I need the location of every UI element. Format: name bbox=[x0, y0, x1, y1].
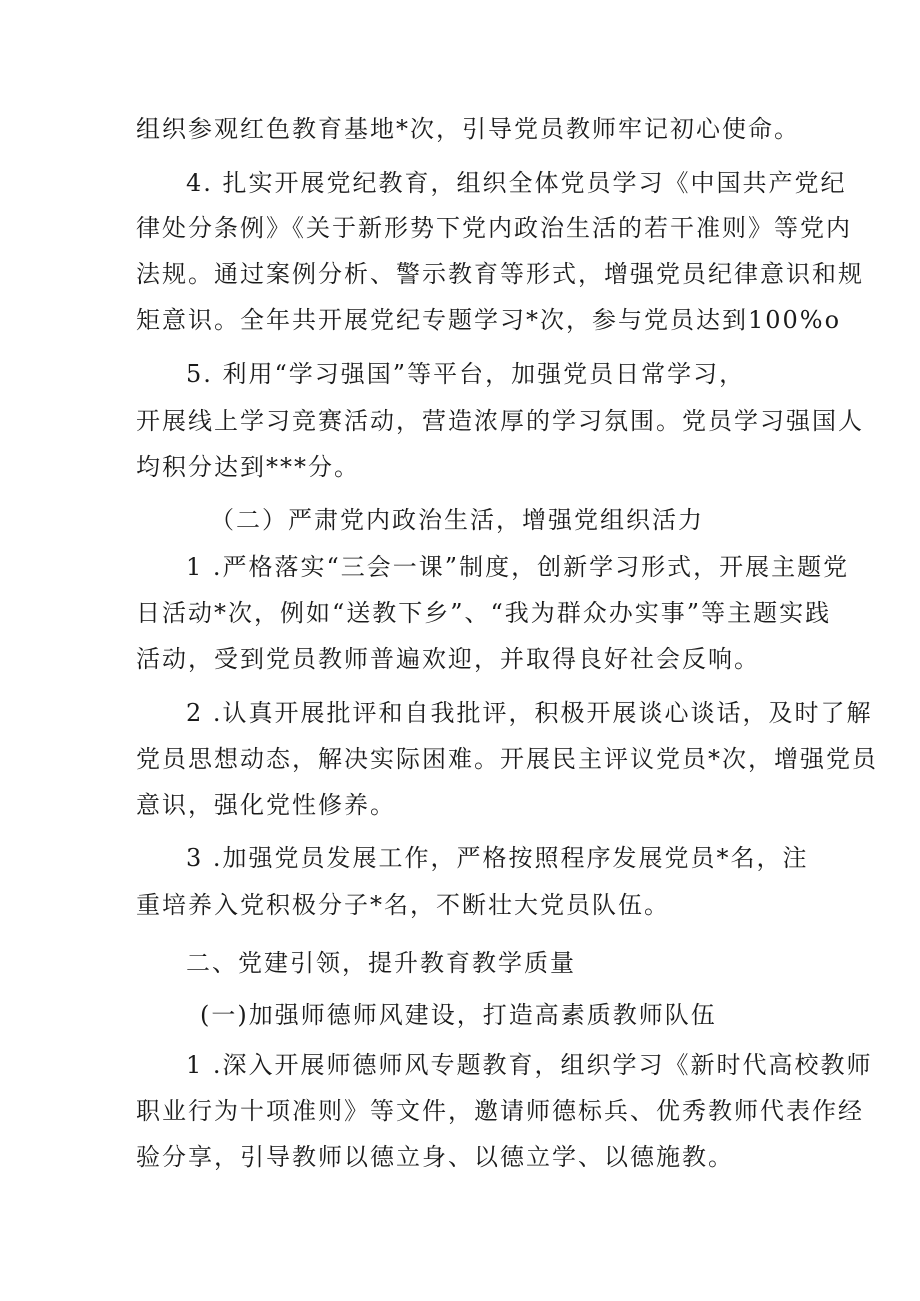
section-heading: （二）严肃党内政治生活，增强党组织活力 bbox=[210, 506, 704, 534]
text-line: 5. 利用“学习强国”等平台，加强党员日常学习， bbox=[186, 360, 746, 388]
text-line: 组织参观红色教育基地*次，引导党员教师牢记初心使命。 bbox=[136, 115, 800, 143]
text-line: 重培养入党积极分子*名，不断壮大党员队伍。 bbox=[136, 891, 670, 919]
text-line: 4. 扎实开展党纪教育，组织全体党员学习《中国共产党纪 bbox=[186, 169, 847, 197]
text-line: 活动，受到党员教师普遍欢迎，并取得良好社会反响。 bbox=[136, 645, 760, 673]
text-line: 矩意识。全年共开展党纪专题学习*次，参与党员达到100%o bbox=[136, 306, 842, 334]
text-line: 职业行为十项准则》等文件，邀请师德标兵、优秀教师代表作经 bbox=[136, 1097, 864, 1125]
text-line: 3 .加强党员发展工作，严格按照程序发展党员*名，注 bbox=[186, 844, 809, 872]
text-line: 均积分达到***分。 bbox=[136, 453, 360, 481]
text-line: 意识，强化党性修养。 bbox=[136, 791, 396, 819]
text-line: 验分享，引导教师以德立身、以德立学、以德施教。 bbox=[136, 1143, 734, 1171]
text-line: 律处分条例》《关于新形势下党内政治生活的若干准则》等党内 bbox=[136, 214, 852, 242]
text-line: 1 .深入开展师德师风专题教育，组织学习《新时代高校教师 bbox=[186, 1051, 873, 1079]
text-line: 开展线上学习竞赛活动，营造浓厚的学习氛围。党员学习强国人 bbox=[136, 407, 864, 435]
subsection-heading: (一)加强师德师风建设，打造高素质教师队伍 bbox=[200, 1001, 717, 1029]
text-line: 党员思想动态，解决实际困难。开展民主评议党员*次，增强党员 bbox=[136, 745, 878, 773]
section-heading: 二、党建引领，提升教育教学质量 bbox=[186, 949, 576, 977]
text-line: 法规。通过案例分析、警示教育等形式，增强党员纪律意识和规 bbox=[136, 260, 864, 288]
text-line: 日活动*次，例如“送教下乡”、“我为群众办实事”等主题实践 bbox=[136, 599, 832, 627]
text-line: 1 .严格落实“三会一课”制度，创新学习形式，开展主题党 bbox=[186, 553, 850, 581]
text-line: 2 .认真开展批评和自我批评，积极开展谈心谈话，及时了解 bbox=[186, 699, 873, 727]
